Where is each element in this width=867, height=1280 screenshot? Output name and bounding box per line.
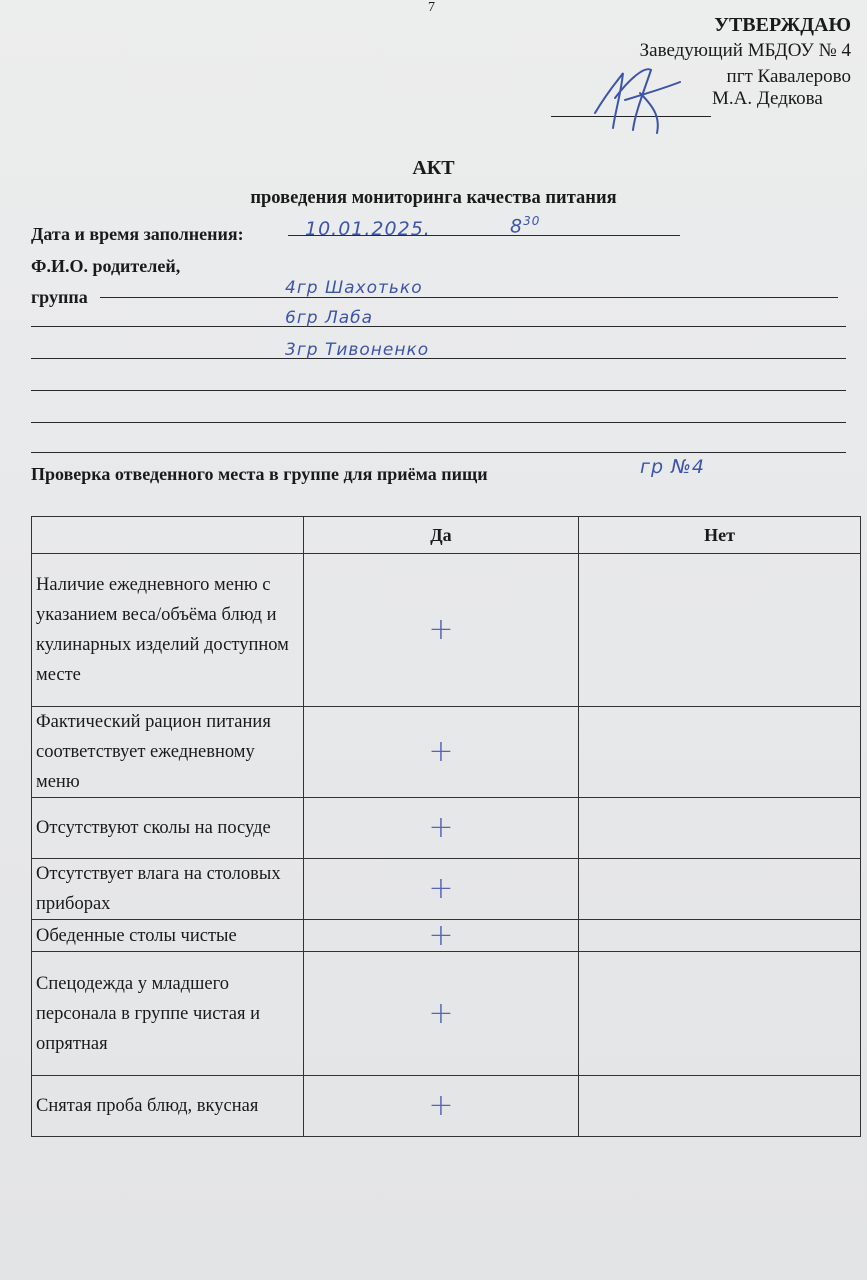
- row-label: Отсутствует влага на столовых приборах: [32, 859, 304, 920]
- yes-mark: +: [304, 707, 579, 798]
- approval-title: УТВЕРЖДАЮ: [714, 14, 851, 36]
- parents-label: Ф.И.О. родителей,: [31, 256, 181, 276]
- yes-mark: +: [304, 859, 579, 920]
- no-mark: [579, 952, 861, 1076]
- table-row: [32, 554, 861, 707]
- no-mark: [579, 859, 861, 920]
- approval-name: М.А. Дедкова: [712, 88, 823, 109]
- approval-place: пгт Кавалерово: [726, 66, 851, 87]
- group-line-5: [31, 422, 846, 423]
- table-row: [32, 1076, 861, 1137]
- act-title: АКТ: [412, 157, 455, 179]
- yes-mark: +: [304, 554, 579, 707]
- row-label: Отсутствуют сколы на посуде: [32, 798, 304, 859]
- group-line-6: [31, 452, 846, 453]
- check-section-title: Проверка отведенного места в группе для приёма пищи: [31, 464, 488, 484]
- parent-entry-2: 6гр Лаба: [285, 308, 374, 328]
- no-mark: [579, 798, 861, 859]
- table-header-row: [32, 517, 861, 554]
- table-row: [32, 798, 861, 859]
- handwritten-signature: [585, 58, 695, 138]
- header-yes: Да: [304, 517, 579, 554]
- row-label: Наличие ежедневного меню с указанием веса/объёма блюд и кулинарных изделий доступном месте: [32, 554, 304, 707]
- group-note: гр №4: [640, 456, 705, 478]
- group-label: группа: [31, 287, 88, 307]
- group-line-2: [31, 326, 846, 327]
- datetime-value: 10.01.2025.: [305, 218, 431, 240]
- group-line-3: [31, 358, 846, 359]
- table-row: [32, 920, 861, 952]
- table-row: [32, 952, 861, 1076]
- no-mark: [579, 920, 861, 952]
- no-mark: [579, 1076, 861, 1137]
- yes-mark: +: [304, 952, 579, 1076]
- row-label: Фактический рацион питания соответствует ежедневному меню: [32, 707, 304, 798]
- group-line-4: [31, 390, 846, 391]
- row-label: Снятая проба блюд, вкусная: [32, 1076, 304, 1137]
- table-row: [32, 707, 861, 798]
- yes-mark: +: [304, 1076, 579, 1137]
- datetime-label: Дата и время заполнения:: [31, 224, 244, 244]
- yes-mark: +: [304, 798, 579, 859]
- header-no: Нет: [579, 517, 861, 554]
- table-row: [32, 859, 861, 920]
- page-number: 7: [428, 0, 435, 15]
- no-mark: [579, 707, 861, 798]
- no-mark: [579, 554, 861, 707]
- monitoring-table: [31, 516, 861, 1137]
- yes-mark: +: [304, 920, 579, 952]
- header-criterion: [32, 517, 304, 554]
- parent-entry-1: 4гр Шахотько: [285, 278, 423, 298]
- parent-entry-3: 3гр Тивоненко: [285, 340, 430, 360]
- time-value: $8^{30}$: [510, 214, 541, 238]
- approval-position: Заведующий МБДОУ № 4: [639, 40, 851, 61]
- row-label: Обеденные столы чистые: [32, 920, 304, 952]
- act-subtitle: проведения мониторинга качества питания: [250, 188, 617, 208]
- group-line-1: [100, 297, 838, 298]
- row-label: Спецодежда у младшего персонала в группе чистая и опрятная: [32, 952, 304, 1076]
